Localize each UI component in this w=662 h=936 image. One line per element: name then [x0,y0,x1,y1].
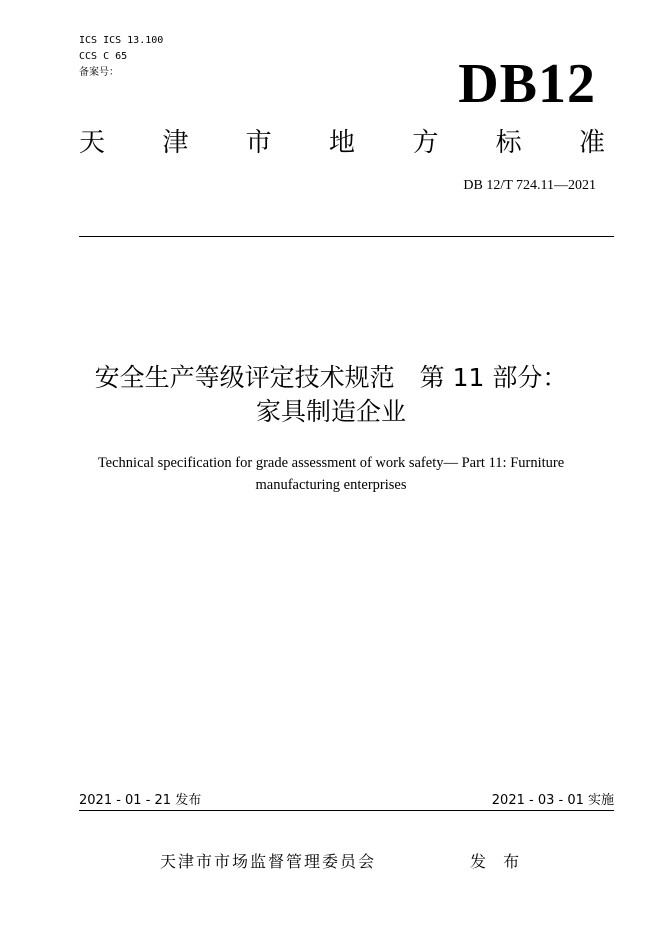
implementation-date: 2021 - 03 - 01 实施 [491,793,614,808]
publisher-name: 天津市市场监督管理委员会 [160,852,377,871]
ccs-code: CCS C 65 [79,51,128,62]
publish-label: 发 布 [470,852,526,871]
document-number: DB 12/T 724.11—2021 [463,178,596,193]
authority-char: 天 [79,128,106,158]
title-en-line1: Technical specification for grade assessment of work safety— Part 11: Furniture [97,455,565,471]
title-cn-line2: 家具制造企业 [255,397,406,426]
authority-char: 市 [245,128,272,158]
authority-char: 津 [162,128,189,158]
filing-number: 备案号： [79,67,119,78]
ics-code: ICS ICS 13.100 [79,35,164,46]
authority-char: 准 [578,128,605,158]
issue-date: 2021 - 01 - 21 发布 [79,793,202,808]
authority-char: 地 [328,128,355,158]
authority-char: 标 [495,128,522,158]
authority-heading [79,125,605,161]
title-en-line2: manufacturing enterprises [255,477,407,493]
standard-code: DB12 [458,53,596,115]
top-rule [79,236,614,237]
title-cn-line1: 安全生产等级评定技术规范 第 11 部分： [94,363,568,392]
bottom-rule [79,810,614,811]
authority-char: 方 [412,128,439,158]
